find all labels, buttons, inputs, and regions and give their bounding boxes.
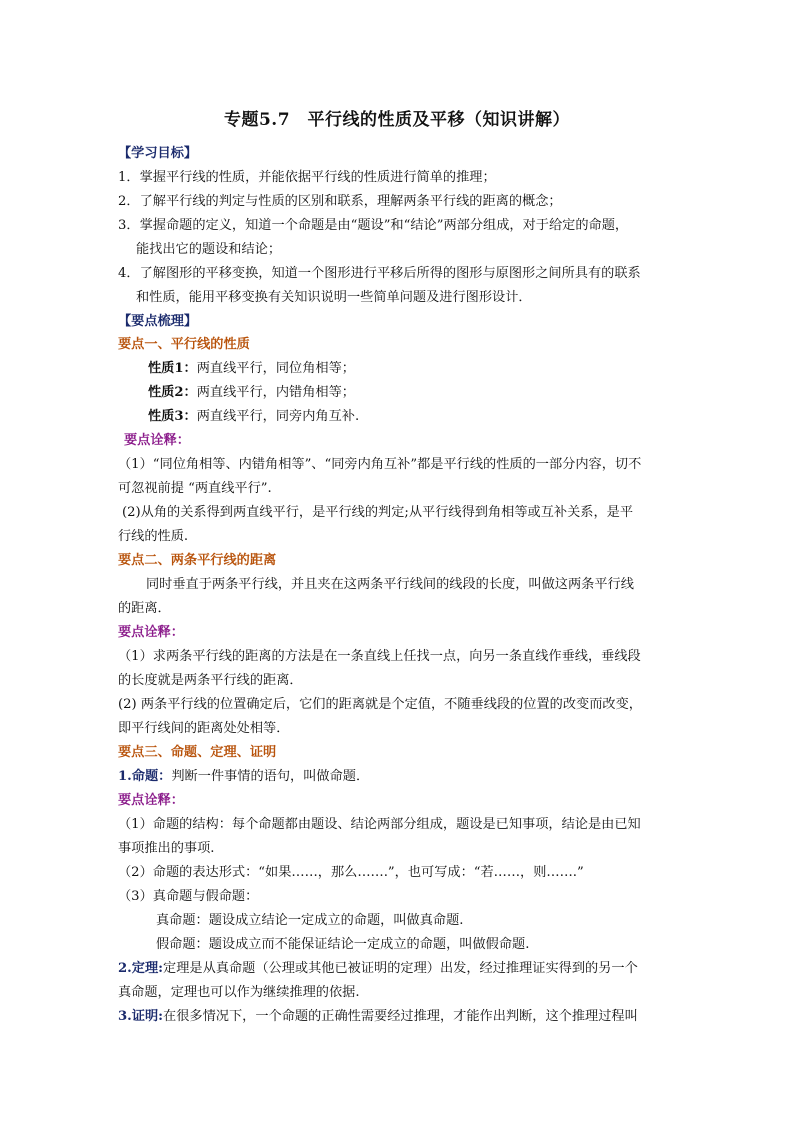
property-1 [148, 360, 355, 378]
point2-def-2: 的距离． [118, 601, 171, 616]
property-3-text: 两直线平行，同旁内角互补. [196, 409, 360, 424]
false-proposition: 假命题：题设成立而不能保证结论一定成立的命题，叫做假命题. [156, 937, 530, 952]
point3-note-2: （2）命题的表达形式：“如果……，那么…….”，也可写成：“若……，则…….” [118, 865, 584, 880]
point1-note-1: （1）“同位角相等、内错角相等”、“同旁内角互补”都是平行线的性质的一部分内容，切不 [118, 457, 642, 472]
point3-note-1-cont: 事项推出的事项. [118, 841, 215, 856]
proof-definition [118, 1008, 638, 1026]
page-title: 专题5.7 平行线的性质及平移（知识讲解） [223, 110, 571, 130]
objective-3-cont: 能找出它的题设和结论； [136, 242, 282, 257]
objective-4-cont: 和性质，能用平移变换有关知识说明一些简单问题及进行图形设计． [136, 290, 532, 305]
property-1-text: 两直线平行，同位角相等； [196, 361, 355, 376]
point1-note-heading: 要点诠释： [124, 433, 190, 448]
point1-heading: 要点一、平行线的性质 [118, 337, 250, 352]
point2-note-1-cont: 的长度就是两条平行线的距离． [118, 673, 303, 688]
proposition-definition [118, 768, 369, 786]
point2-note-heading: 要点诠释： [118, 625, 184, 640]
proof-label: 3.证明: [118, 1009, 164, 1024]
objective-3: 3．掌握命题的定义，知道一个命题是由“题设”和“结论”两部分组成，对于给定的命题， [118, 218, 629, 233]
theorem-text-2: 真命题，定理也可以作为继续推理的依据. [118, 985, 360, 1000]
point1-note-1-cont: 可忽视前提 “两直线平行”. [118, 481, 272, 496]
objective-2: 2．了解平行线的判定与性质的区别和联系，理解两条平行线的距离的概念； [118, 194, 562, 209]
proof-text: 在很多情况下，一个命题的正确性需要经过推理，才能作出判断，这个推理过程叫 [163, 1009, 638, 1024]
point1-note-2: (2)从角的关系得到两直线平行，是平行线的判定;从平行线得到角相等或互补关系，是平 [122, 505, 634, 520]
property-2-text: 两直线平行，内错角相等； [196, 385, 355, 400]
property-3 [148, 408, 359, 426]
theorem-label: 2.定理: [118, 961, 164, 976]
point2-heading: 要点二、两条平行线的距离 [118, 553, 277, 568]
point1-note-2-cont: 行线的性质. [118, 529, 189, 544]
property-1-label: 性质1： [148, 361, 197, 376]
point3-note-1: （1）命题的结构：每个命题都由题设、结论两部分组成，题设是已知事项，结论是由已知 [118, 817, 641, 832]
point3-heading: 要点三、命题、定理、证明 [118, 745, 277, 760]
review-heading: 【要点梳理】 [118, 314, 198, 329]
true-proposition: 真命题：题设成立结论一定成立的命题，叫做真命题. [156, 913, 464, 928]
theorem-text-1: 定理是从真命题（公理或其他已被证明的定理）出发，经过推理证实得到的另一个 [163, 961, 638, 976]
objective-4: 4．了解图形的平移变换，知道一个图形进行平移后所得的图形与原图形之间所具有的联系 [118, 266, 641, 281]
proposition-text: 判断一件事情的语句，叫做命题． [171, 769, 370, 784]
point3-note-3: （3）真命题与假命题： [118, 889, 259, 904]
objective-1: 1．掌握平行线的性质，并能依据平行线的性质进行简单的推理； [118, 170, 496, 185]
point2-note-1: （1）求两条平行线的距离的方法是在一条直线上任找一点，向另一条直线作垂线，垂线段 [118, 649, 641, 664]
point2-note-2-cont: 即平行线间的距离处处相等． [118, 721, 290, 736]
point2-note-2: (2) 两条平行线的位置确定后，它们的距离就是个定值，不随垂线段的位置的改变而改变， [118, 697, 642, 712]
property-2-label: 性质2： [148, 385, 197, 400]
property-2 [148, 384, 355, 402]
theorem-definition [118, 960, 638, 978]
property-3-label: 性质3： [148, 409, 197, 424]
objectives-heading: 【学习目标】 [118, 146, 198, 161]
point3-note-heading: 要点诠释： [118, 793, 184, 808]
point2-def-1: 同时垂直于两条平行线，并且夹在这两条平行线间的线段的长度，叫做这两条平行线 [146, 577, 634, 592]
proposition-label: 1.命题： [118, 769, 172, 784]
